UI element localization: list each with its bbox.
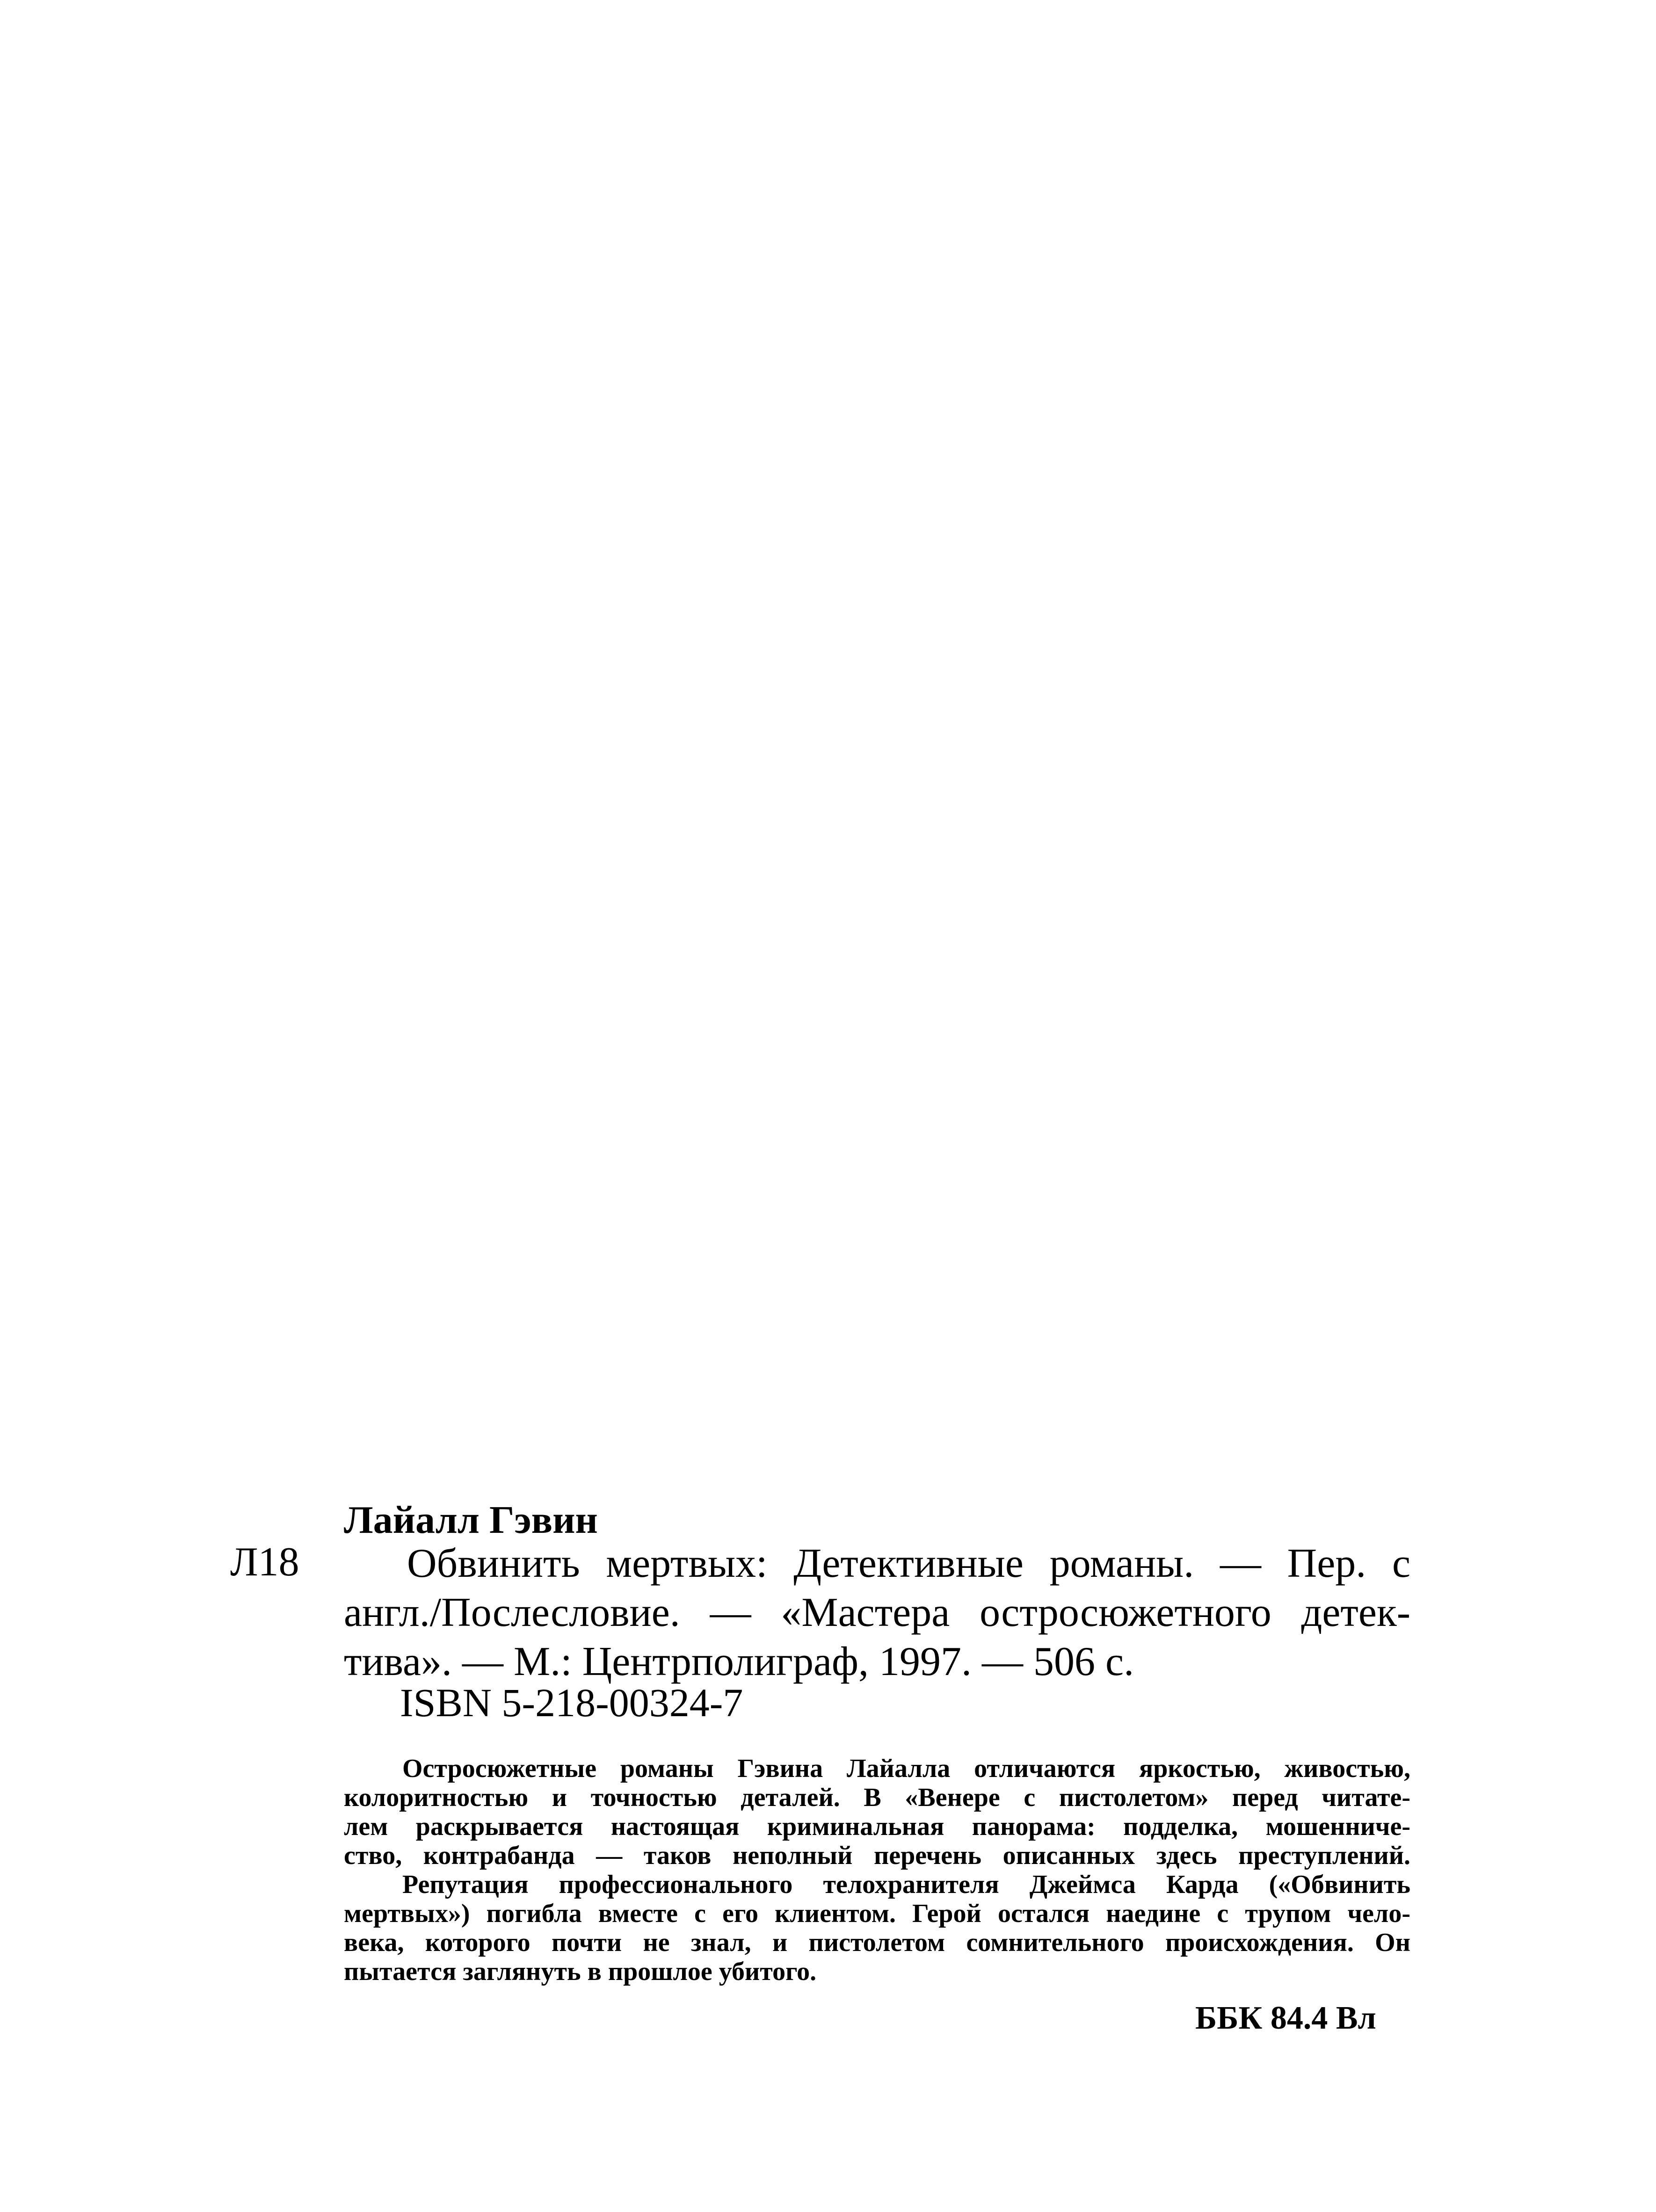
- annotation-line: ство, контрабанда — таков неполный перечень описанных здесь преступлений.: [344, 1841, 1410, 1870]
- bibliographic-line: Обвинить мертвых: Детективные романы. — Пер. с: [407, 1541, 1410, 1586]
- catalog-code: Л18: [230, 1539, 299, 1585]
- annotation-line: мертвых») погибла вместе с его клиентом. Герой остался наедине с трупом чело-: [344, 1899, 1410, 1928]
- bibliographic-line: англ./Послесловие. — «Мастера остросюжетного детек-: [344, 1590, 1410, 1635]
- annotation-line: колоритностью и точностью деталей. В «Венере с пистолетом» перед читате-: [344, 1783, 1410, 1812]
- annotation-line: пытается заглянуть в прошлое убитого.: [344, 1957, 817, 1986]
- author-name: Лайалл Гэвин: [344, 1498, 598, 1542]
- isbn: ISBN 5-218-00324-7: [400, 1680, 743, 1725]
- bbk-classification: ББК 84.4 Вл: [1195, 2000, 1376, 2036]
- annotation-line: лем раскрывается настоящая криминальная панорама: подделка, мошенниче-: [344, 1812, 1410, 1841]
- annotation-line: века, которого почти не знал, и пистолетом сомнительного происхождения. Он: [344, 1928, 1410, 1957]
- annotation-line: Репутация профессионального телохранителя Джеймса Карда («Обвинить: [402, 1870, 1410, 1899]
- bibliographic-line: тива». — М.: Центрполиграф, 1997. — 506 с.: [344, 1639, 1134, 1684]
- annotation-line: Остросюжетные романы Гэвина Лайалла отличаются яркостью, живостью,: [402, 1754, 1410, 1783]
- annotation: [344, 1754, 1410, 1986]
- bibliographic-description: [344, 1539, 1410, 1686]
